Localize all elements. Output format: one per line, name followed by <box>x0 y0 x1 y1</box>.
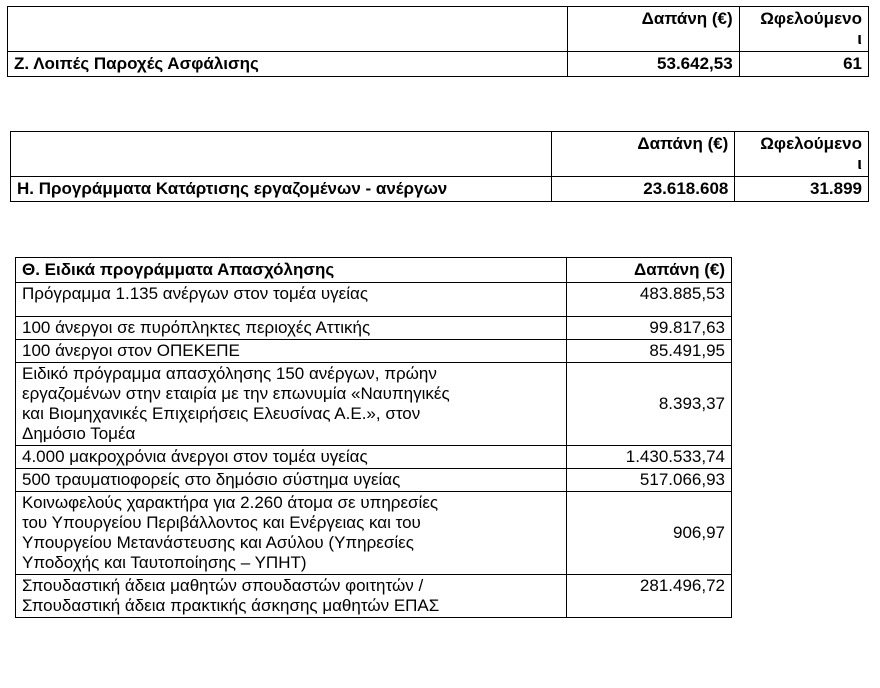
table-row <box>16 317 732 340</box>
row-cost: 517.066,93 <box>566 469 731 492</box>
table-header-row <box>11 132 869 177</box>
row-label <box>16 283 567 317</box>
row-label-line: και Βιομηχανικές Επιχειρήσεις Ελευσίνας Α.Ε.», στον <box>22 404 421 423</box>
table-row <box>16 283 732 317</box>
row-label-line: Σπουδαστική άδεια πρακτικής άσκησης μαθητών ΕΠΑΣ <box>22 596 440 615</box>
row-label-line: Σπουδαστική άδεια μαθητών σπουδαστών φοιτητών / <box>22 576 424 595</box>
row-label-line: Κοινωφελούς χαρακτήρα για 2.260 άτομα σε υπηρεσίες <box>22 493 439 512</box>
table-row <box>16 446 732 469</box>
row-label <box>16 469 567 492</box>
table-row <box>8 52 869 77</box>
row-label-line: του Υπουργείου Περιβάλλοντος και Ενέργειας και του <box>22 513 421 532</box>
header-beneficiaries-line2: ι <box>857 29 862 48</box>
row-beneficiaries: 31.899 <box>735 177 869 202</box>
row-label-line: 4.000 μακροχρόνια άνεργοι στον τομέα υγείας <box>22 447 368 466</box>
header-beneficiaries <box>735 132 869 177</box>
table-header-row <box>16 258 732 283</box>
row-label <box>16 446 567 469</box>
row-cost: 53.642,53 <box>568 52 739 77</box>
table-row <box>16 340 732 363</box>
row-label-line: 100 άνεργοι σε πυρόπληκτες περιοχές Αττικής <box>22 318 371 337</box>
row-label-line: 500 τραυματιοφορείς στο δημόσιο σύστημα υγείας <box>22 470 401 489</box>
row-label-line: 100 άνεργοι στον ΟΠΕΚΕΠΕ <box>22 341 240 360</box>
header-beneficiaries-line2: ι <box>857 154 862 173</box>
row-label-line: Πρόγραμμα 1.135 ανέργων στον τομέα υγείας <box>22 284 369 303</box>
row-cost: 23.618.608 <box>551 177 735 202</box>
row-cost: 906,97 <box>566 492 731 575</box>
table-row <box>16 363 732 446</box>
row-label-line: Δημόσιο Τομέα <box>22 424 136 443</box>
row-cost: 99.817,63 <box>566 317 731 340</box>
table-row <box>16 575 732 618</box>
table-row <box>16 492 732 575</box>
row-label-line: Υποδοχής και Ταυτοποίησης – ΥΠΗΤ) <box>22 553 307 572</box>
row-label: Ζ. Λοιπές Παροχές Ασφάλισης <box>8 52 568 77</box>
row-cost: 85.491,95 <box>566 340 731 363</box>
row-label <box>16 317 567 340</box>
table-special-employment-programs <box>15 257 732 618</box>
row-cost: 8.393,37 <box>566 363 731 446</box>
table-row <box>16 469 732 492</box>
header-cost: Δαπάνη (€) <box>551 132 735 177</box>
header-empty-cell <box>11 132 552 177</box>
row-label: Η. Προγράμματα Κατάρτισης εργαζομένων - ανέργων <box>11 177 552 202</box>
header-beneficiaries-line1: Ωφελούμενο <box>760 9 862 28</box>
table-body <box>16 283 732 618</box>
row-cost: 281.496,72 <box>566 575 731 618</box>
row-label <box>16 363 567 446</box>
table-training-programs <box>10 131 869 202</box>
row-label-line: Ειδικό πρόγραμμα απασχόλησης 150 ανέργων, πρώην <box>22 364 437 383</box>
table-row <box>11 177 869 202</box>
row-beneficiaries: 61 <box>739 52 868 77</box>
row-label <box>16 340 567 363</box>
header-beneficiaries <box>739 7 868 52</box>
row-cost: 1.430.533,74 <box>566 446 731 469</box>
header-empty-cell <box>8 7 568 52</box>
row-label <box>16 575 567 618</box>
row-label-line: εργαζομένων στην εταιρία με την επωνυμία «Ναυπηγικές <box>22 384 450 403</box>
header-label: Θ. Ειδικά προγράμματα Απασχόλησης <box>16 258 567 283</box>
row-label <box>16 492 567 575</box>
header-cost: Δαπάνη (€) <box>568 7 739 52</box>
header-beneficiaries-line1: Ωφελούμενο <box>760 134 862 153</box>
row-label-line: Υπουργείου Μετανάστευσης και Ασύλου (Υπηρεσίες <box>22 533 414 552</box>
row-cost: 483.885,53 <box>566 283 731 317</box>
header-cost: Δαπάνη (€) <box>566 258 731 283</box>
table-other-insurance-benefits <box>7 6 869 77</box>
table-header-row <box>8 7 869 52</box>
